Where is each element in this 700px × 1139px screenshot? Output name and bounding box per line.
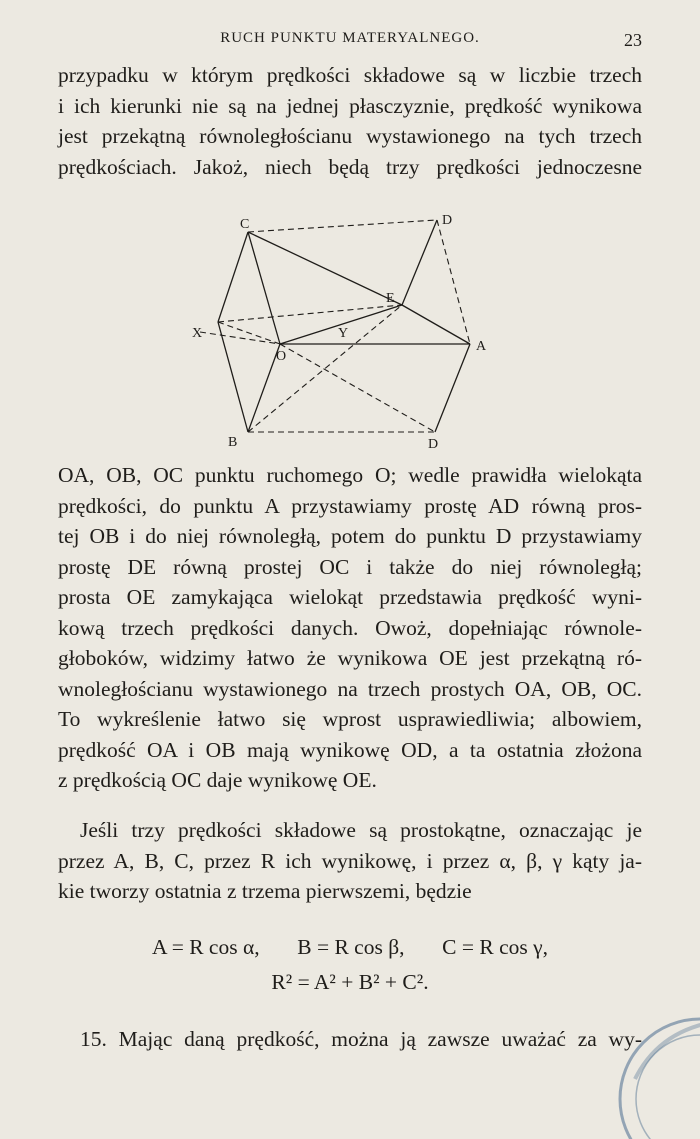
paragraph-2 <box>58 460 642 796</box>
label-b: B <box>228 435 238 450</box>
text-line: jest przekątną równoległościanu wystawionego na tych trzech <box>58 124 642 148</box>
text-line: prędkości, do punktu A przystawiamy prostę AD równą pros- <box>58 493 642 518</box>
text-line: przez A, B, C, przez R ich wynikowę, i przez α, β, γ kąty ja- <box>58 848 642 873</box>
label-y: Y <box>338 326 349 341</box>
text-line: prostę DE równą prostej OC i także do niej równoległą; <box>58 554 642 579</box>
label-c: C <box>240 217 250 232</box>
text-line: prędkościach. Jakoż, niech będą trzy prędkości jednoczesne <box>58 154 642 179</box>
text-line: głoboków, widzimy łatwo że wynikowa OE jest przekątną ró- <box>58 646 642 670</box>
library-stamp <box>590 989 700 1139</box>
label-e: E <box>386 291 395 306</box>
paragraph-1 <box>58 60 642 182</box>
text-line: kie tworzy ostatnia z trzema pierwszemi, będzie <box>58 879 472 903</box>
running-title: RUCH PUNKTU MATERYALNEGO. <box>220 30 480 46</box>
label-a: A <box>476 339 487 354</box>
paragraph-4 <box>58 1024 642 1055</box>
text-line: wnoległościanu wystawionego na trzech prostych OA, OB, OC. <box>58 676 642 701</box>
text-line: przypadku w którym prędkości składowe są w liczbie trzech <box>58 63 642 87</box>
text-line: prędkość OA i OB mają wynikowę OD, a ta ostatnia złożona <box>58 737 642 762</box>
text-line: tej OB i do niej równoległą, potem do punktu D przystawiamy <box>58 524 642 548</box>
label-x: X <box>192 326 203 341</box>
label-d-top: D <box>442 213 453 228</box>
text-line: prosta OE zamykająca wielokąt przedstawia prędkość wyni- <box>58 585 642 609</box>
label-o: O <box>276 349 287 364</box>
text-line: 15. Mając daną prędkość, można ją zawsze uważać za wy- <box>80 1027 642 1051</box>
text-line: kową trzech prędkości danych. Owoż, dopełniając równole- <box>58 615 642 640</box>
page-number: 23 <box>624 30 642 50</box>
text-line: i ich kierunki nie są na jednej płasczyznie, prędkość wynikowa <box>58 93 642 118</box>
label-d-bottom: D <box>428 437 439 452</box>
running-head <box>58 30 642 56</box>
text-line: z prędkością OC daje wynikowę OE. <box>58 768 377 792</box>
parallelepiped-figure <box>180 210 530 455</box>
text-line: To wykreślenie łatwo się wprost usprawiedliwia; albowiem, <box>58 707 642 731</box>
paragraph-3 <box>58 815 642 907</box>
text-line: Jeśli trzy prędkości składowe są prostokątne, oznaczając je <box>80 818 642 842</box>
text-line: OA, OB, OC punktu ruchomego O; wedle prawidła wielokąta <box>58 463 642 487</box>
formula-components: A = R cos α, B = R cos β, C = R cos γ, <box>152 935 548 959</box>
formula-resultant: R² = A² + B² + C². <box>271 970 429 994</box>
